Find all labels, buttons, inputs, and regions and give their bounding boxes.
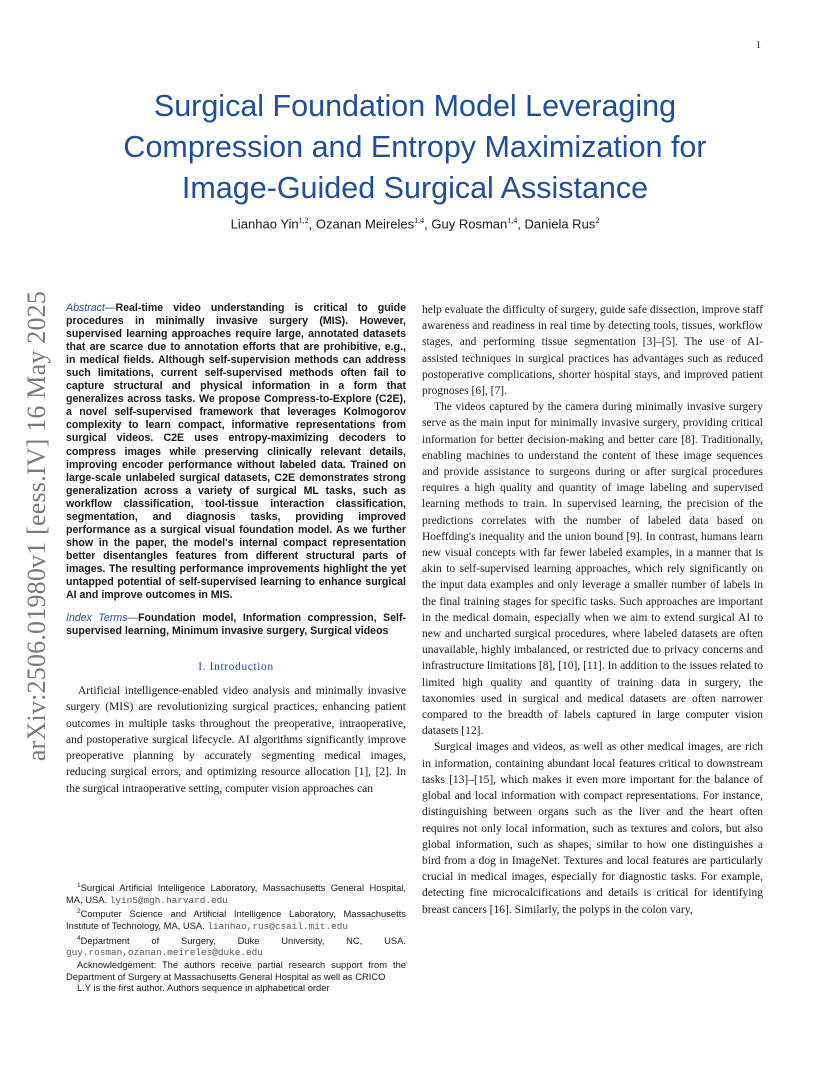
footnote-affiliation: $^4$Department of Surgery, Duke University, NC, USA. guy.rosman,ozanan.meireles@duke.edu	[66, 934, 406, 959]
footnote-affiliation: $^1$Surgical Artificial Intelligence Laboratory, Massachusetts General Hospital, MA, USA. lyin5@mgh.harvard.edu	[66, 882, 406, 906]
arxiv-stamp-text: arXiv:2506.01980v1 [eess.IV] 16 May 2025	[22, 290, 51, 762]
paper-title: Surgical Foundation Model Leveraging Compression and Entropy Maximization for Image-Guided Surgical Assistance	[123, 89, 707, 205]
author-affiliation: 2	[595, 216, 600, 225]
abstract	[66, 302, 406, 602]
footnote-affiliation: $^2$Computer Science and Artificial Intelligence Laboratory, Massachusetts Institute of Technology, MA, USA. lianhao,rus@csail.mit.edu	[66, 908, 406, 933]
email-link[interactable]: lianhao,rus@csail.mit.edu	[207, 921, 349, 933]
index-terms-text: Foundation model, Information compression, Self-supervised learning, Minimum invasive surgery, Surgical videos	[66, 612, 406, 638]
abstract-label: Abstract—	[66, 302, 116, 314]
index-terms-label: Index Terms—	[66, 612, 139, 625]
author-name: Guy Rosman	[431, 216, 508, 232]
section-heading-introduction: I. Introduction	[198, 661, 274, 674]
right-column	[422, 302, 763, 918]
email-link[interactable]: guy.rosman,ozanan.meireles@duke.edu	[66, 947, 263, 959]
author-name: Daniela Rus	[524, 216, 596, 232]
body-paragraph: The videos captured by the camera during minimally invasive surgery serve as the main input for minimally invasive surgery, providing critical information for better decision-making and better care [8]. Traditionally, enabling machines to understand the content of these image sequences and provide assistance to surgeons during or after surgical procedures requires a high quality and quantity of image labeling and supervised learning methods to train. In supervised learning, the precision of the predictions correlates with the number of labeled data based on Hoeffding's inequality and the union bound [9]. In contrast, humans learn new visual concepts with far fewer labeled examples, in a manner that is akin to self-supervised learning approaches, which rely significantly on the input data examples and only leverage a smaller number of labels in the final training stages for specific tasks. Such approaches are important in the medical domain, especially when we aim to extend surgical AI to new and uncharted surgical procedures, where labeled datasets are often unavailable, highly imbalanced, or restricted due to privacy concerns and infrastructure limitations [8], [10], [11]. In addition to the issues related to limited high quality and quantity of training data in surgery, the taxonomies used in surgical and medical datasets are often narrower compared to the breadth of labels captured in large computer vision datasets [12].	[422, 401, 763, 738]
author-affiliation: 1,4	[507, 216, 518, 225]
email-link[interactable]: lyin5@mgh.harvard.edu	[109, 894, 228, 906]
author-name: Lianhao Yin	[230, 216, 299, 232]
abstract-text: Real-time video understanding is critical to guide procedures in minimally invasive surgery (MIS). However, supervised learning approaches require large, annotated datasets that are scarce due to annotation efforts that are prohibitive, e.g., in medical fields. Although self-supervision methods can address such limitations, current self-supervised methods often fail to capture structural and physical information in a form that generalizes across tasks. We propose Compress-to-Explore (C2E), a novel self-supervised framework that leverages Kolmogorov complexity to learn compact, informative representations from surgical videos. C2E uses entropy-maximizing decoders to compress images while preserving clinically relevant details, improving encoder performance without labeled data. Trained on large-scale unlabeled surgical datasets, C2E demonstrates strong generalization across a variety of surgical ML tasks, such as workflow classification, tool-tissue interaction classification, segmentation, and diagnosis tasks, providing improved performance as a surgical visual foundation model. As we further show in the paper, the model's internal compact representation better disentangles features from different structural parts of images. The resulting performance improvements highlight the yet untapped potential of self-supervised learning to enhance surgical AI and improve outcomes in MIS.	[66, 302, 406, 602]
body-paragraph: help evaluate the difficulty of surgery, guide safe dissection, improve staff awareness and readiness in real time by detecting tools, tissues, workflow stages, and performing tissue segmentation [3]–[5]. The use of AI-assisted techniques in surgical practices has advantages such as reduced postoperative complications, shorter hospital stays, and improved patient prognoses [6], [7].	[422, 304, 763, 398]
index-terms	[66, 612, 406, 638]
footnote-acknowledgement: Acknowledgement: The authors receive partial research support from the Department of Surgery at Massachusetts General Hospital as well as CRICO	[66, 958, 406, 982]
author-list: Lianhao Yin$^{1,2}$, Ozanan Meireles$^{1,4}$, Guy Rosman$^{1,4}$, Daniela Rus$^2$	[230, 216, 600, 232]
author-name: Ozanan Meireles	[315, 216, 415, 232]
page-number: 1	[756, 40, 761, 51]
author-affiliation: 1,4	[414, 216, 425, 225]
intro-paragraph: Artificial intelligence-enabled video analysis and minimally invasive surgery (MIS) are revolutionizing surgical practices, enhancing patient outcomes in multiple tasks throughout the preoperative, intraoperative, and postoperative surgical lifecycle. AI algorithms significantly improve preoperative planning by accurately segmenting medical images, reducing surgical errors, and optimizing resource allocation [1], [2]. In the surgical intraoperative setting, computer vision approaches can	[66, 685, 406, 795]
body-paragraph: Surgical images and videos, as well as other medical images, are rich in information, containing abundant local features critical to downstream tasks [13]–[15], which makes it even more important for the balance of global and local information with compact representations. For instance, distinguishing between organs such as the liver and the heart often requires not only local information, such as textures and colors, but also global information, such as shapes, similar to how one distinguishes a bird from a dog in ImageNet. Textures and local features are particularly crucial in medical images, especially for diagnostic tasks. For example, detecting fine microcalcifications and details is critical for identifying breast cancers [16]. Similarly, the polyps in the colon vary,	[422, 741, 763, 916]
footnotes	[66, 880, 406, 994]
author-affiliation: 1,2	[298, 216, 309, 225]
footnote-author-note: L.Y is the first author. Authors sequence in alphabetical order	[77, 982, 330, 994]
arxiv-stamp	[17, 280, 57, 772]
left-column	[66, 302, 406, 797]
